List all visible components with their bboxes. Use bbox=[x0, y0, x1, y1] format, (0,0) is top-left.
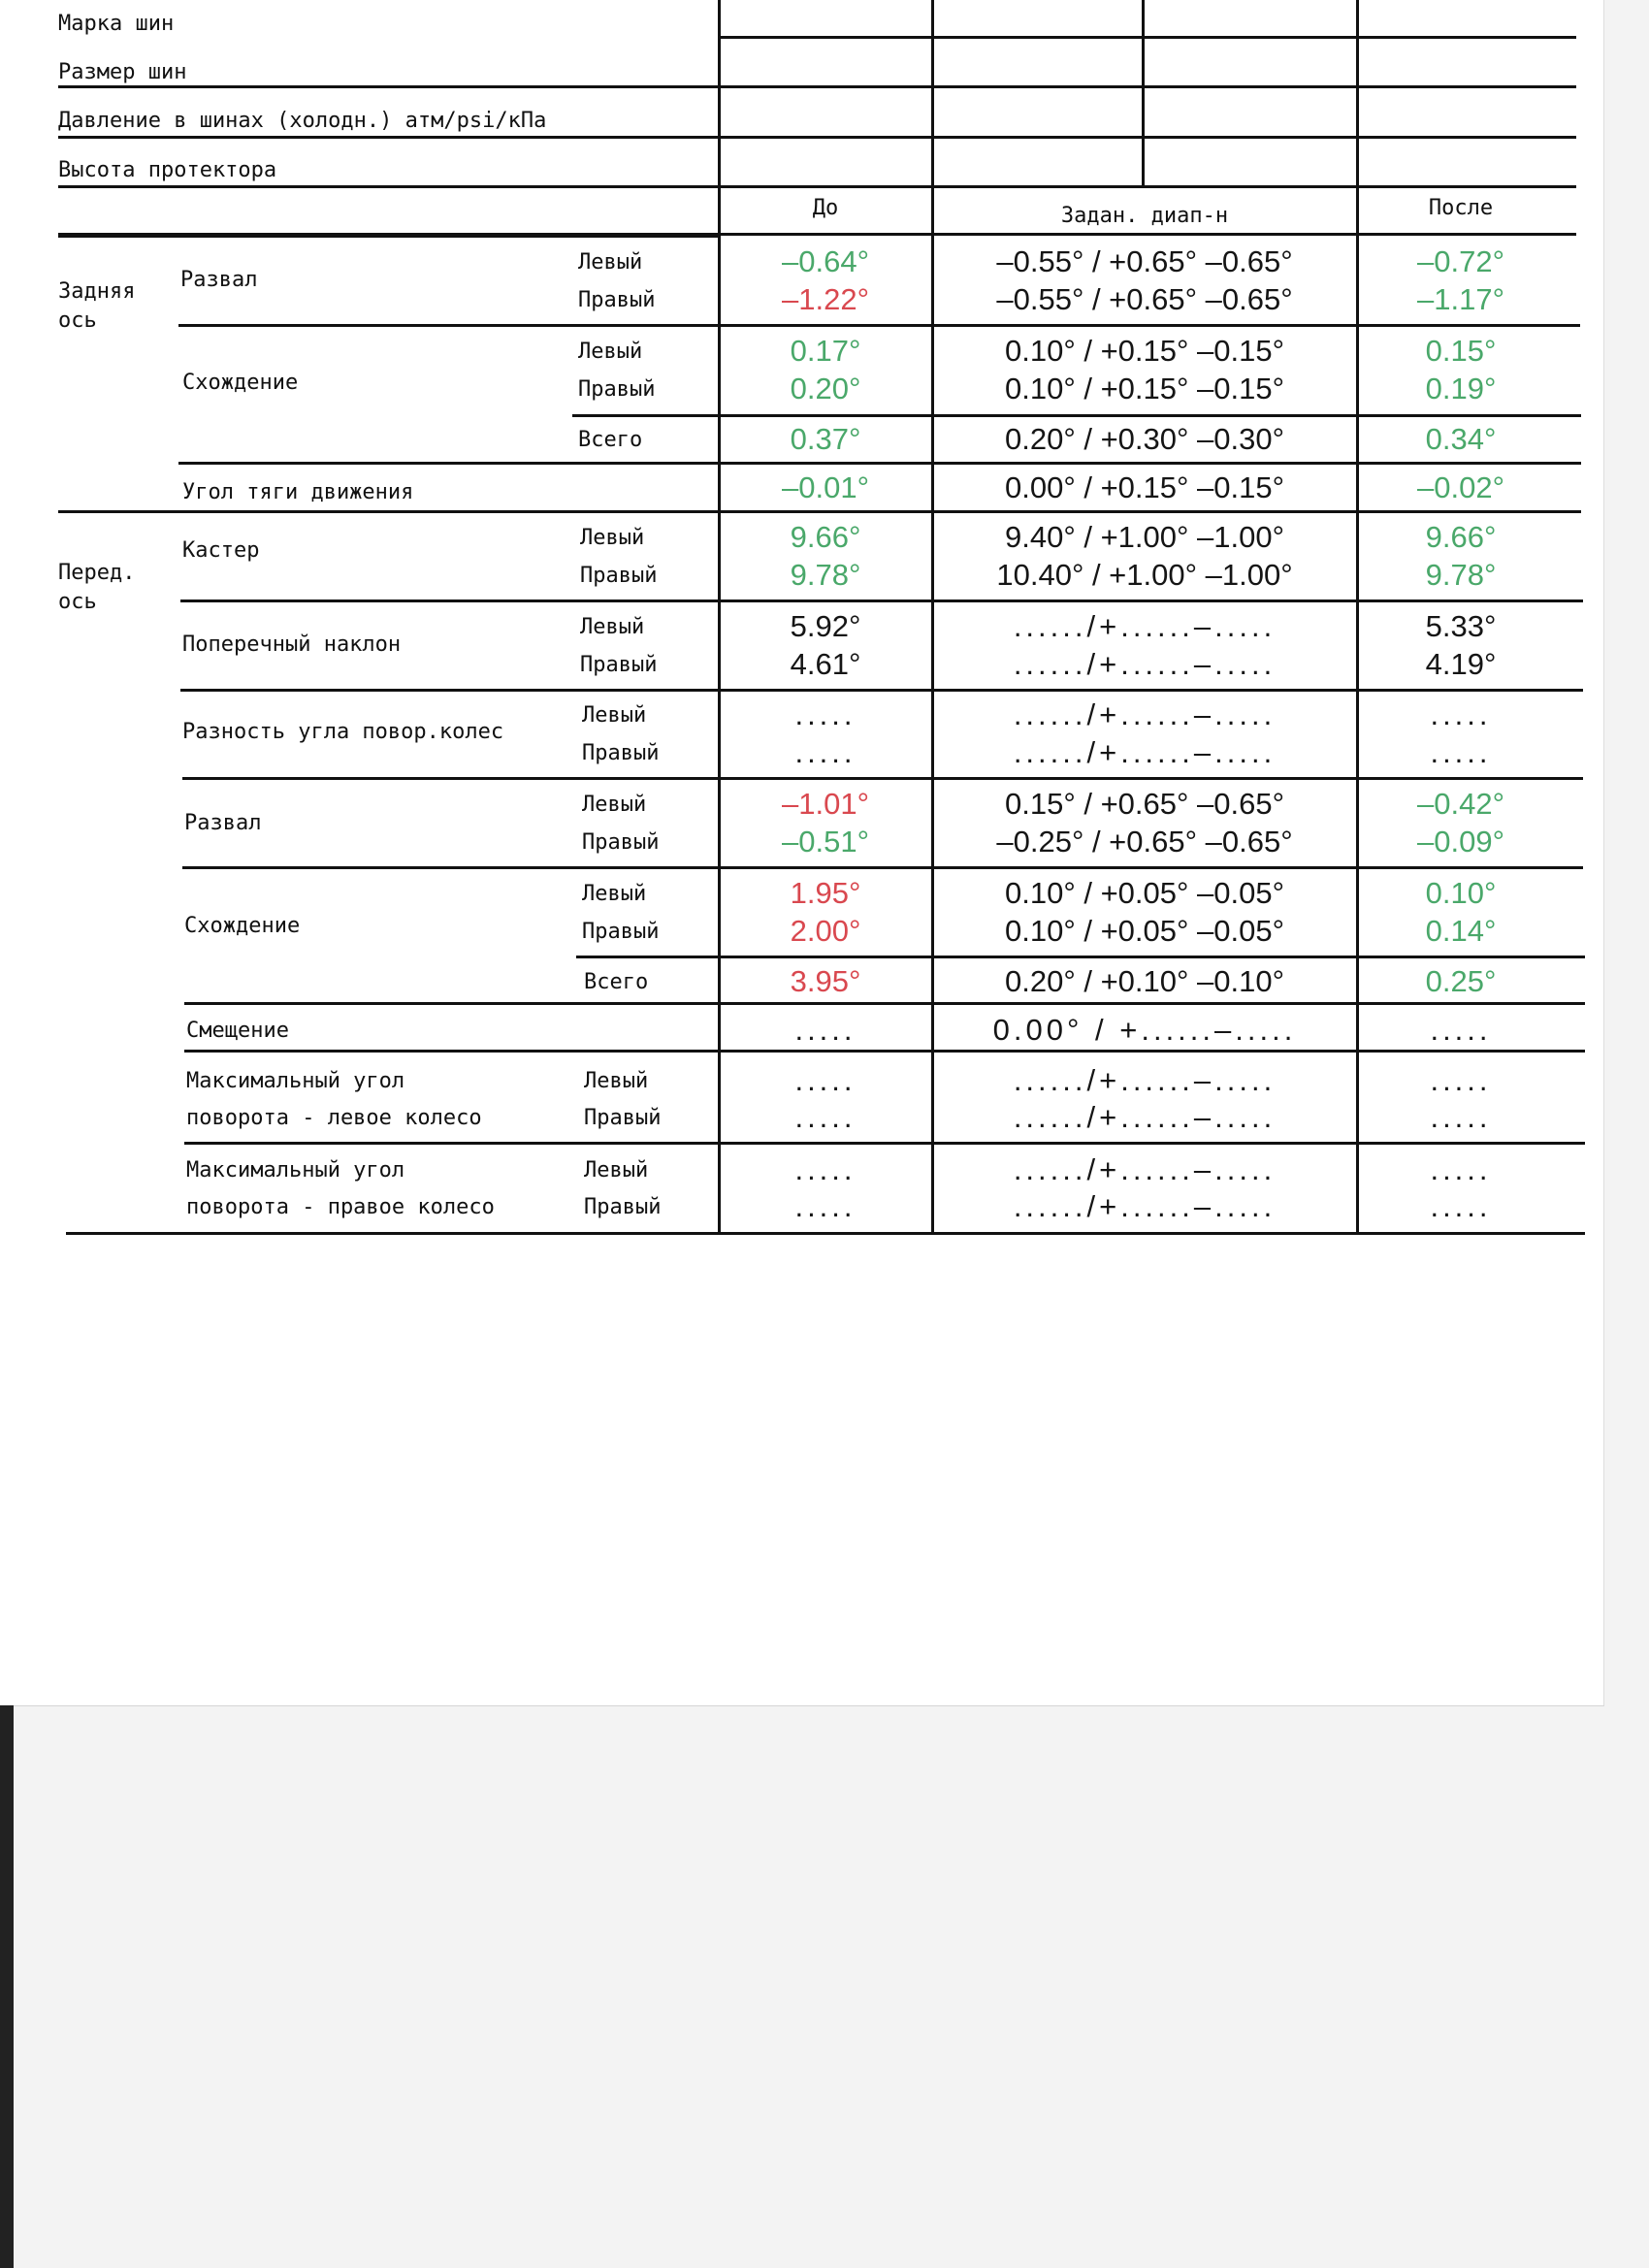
row-after-value: ..... bbox=[1430, 1100, 1492, 1134]
row-range-value: 0.10° / +0.15° –0.15° bbox=[1005, 372, 1284, 405]
divider-line bbox=[178, 462, 1581, 465]
row-range-value: 0.10° / +0.05° –0.05° bbox=[1005, 914, 1284, 948]
row-range-value: –0.55° / +0.65° –0.65° bbox=[996, 282, 1293, 316]
tire-brand-label: Марка шин bbox=[58, 12, 175, 36]
row-before-value: 0.37° bbox=[790, 422, 861, 456]
divider-line bbox=[58, 510, 1581, 513]
header-after: После bbox=[1428, 196, 1494, 220]
divider-line bbox=[58, 136, 1576, 139]
side-left-label: Левый bbox=[582, 793, 647, 817]
divider-line bbox=[66, 1232, 1585, 1235]
column-divider bbox=[931, 0, 934, 1232]
row-after-value: ..... bbox=[1430, 1063, 1492, 1097]
side-right-label: Правый bbox=[578, 288, 656, 312]
side-right-label: Правый bbox=[580, 653, 658, 677]
row-before-value: –0.01° bbox=[782, 470, 869, 504]
rear-axle-label: Задняя ось bbox=[58, 279, 136, 333]
row-range-value: 0.10° / +0.05° –0.05° bbox=[1005, 876, 1284, 910]
side-left-label: Левый bbox=[582, 882, 647, 906]
row-after-value: ..... bbox=[1430, 697, 1492, 731]
row-after-value: –0.02° bbox=[1417, 470, 1504, 504]
column-divider bbox=[1142, 0, 1145, 185]
rear-camber-label: Развал bbox=[180, 268, 258, 292]
side-right-label: Правый bbox=[582, 830, 660, 855]
front-axle-label: Перед. ось bbox=[58, 561, 136, 614]
tire-size-label: Размер шин bbox=[58, 60, 187, 84]
row-before-value: 0.17° bbox=[790, 334, 861, 368]
max-turn-right-label-line2: поворота - правое колесо bbox=[186, 1195, 495, 1219]
row-before-value: ..... bbox=[794, 1063, 857, 1097]
side-right-label: Правый bbox=[582, 741, 660, 765]
side-total-label: Всего bbox=[584, 970, 649, 994]
divider-line bbox=[180, 599, 1583, 602]
column-divider bbox=[1356, 0, 1359, 1232]
row-before-value: 0.20° bbox=[790, 372, 861, 405]
row-before-value: 9.66° bbox=[790, 520, 861, 554]
row-before-value: ..... bbox=[794, 1189, 857, 1223]
row-after-value: 9.78° bbox=[1425, 558, 1497, 592]
header-range: Задан. диап-н bbox=[1060, 204, 1229, 228]
divider-line bbox=[178, 324, 1580, 327]
side-right-label: Правый bbox=[578, 377, 656, 402]
divider-line bbox=[182, 866, 1583, 869]
row-before-value: ..... bbox=[794, 1152, 857, 1186]
row-before-value: ..... bbox=[794, 1100, 857, 1134]
tire-pressure-label: Давление в шинах (холодн.) атм/psi/кПа bbox=[58, 109, 547, 133]
row-before-value: 4.61° bbox=[790, 647, 861, 681]
row-after-value: –0.42° bbox=[1417, 787, 1504, 821]
row-range-value: ....../+......–..... bbox=[1013, 1152, 1277, 1186]
row-range-value: ....../+......–..... bbox=[1013, 647, 1277, 681]
side-right-label: Правый bbox=[584, 1106, 662, 1130]
side-left-label: Левый bbox=[580, 615, 645, 639]
front-toe-label: Схождение bbox=[184, 914, 301, 938]
row-before-value: 2.00° bbox=[790, 914, 861, 948]
row-range-value: 0.20° / +0.30° –0.30° bbox=[1005, 422, 1284, 456]
scan-edge bbox=[0, 1705, 14, 2268]
kpi-label: Поперечный наклон bbox=[182, 632, 402, 657]
row-range-value: 10.40° / +1.00° –1.00° bbox=[996, 558, 1293, 592]
row-before-value: ..... bbox=[794, 1013, 857, 1047]
divider-line bbox=[576, 956, 1585, 958]
row-before-value: –1.01° bbox=[782, 787, 869, 821]
row-after-value: –1.17° bbox=[1417, 282, 1504, 316]
row-before-value: ..... bbox=[794, 735, 857, 769]
row-before-value: –0.64° bbox=[782, 244, 869, 278]
row-range-value: ....../+......–..... bbox=[1013, 1100, 1277, 1134]
row-range-value: ....../+......–..... bbox=[1013, 697, 1277, 731]
row-after-value: 9.66° bbox=[1425, 520, 1497, 554]
max-turn-right-label-line1: Максимальный угол bbox=[186, 1158, 405, 1183]
row-after-value: –0.72° bbox=[1417, 244, 1504, 278]
row-range-value: ....../+......–..... bbox=[1013, 1189, 1277, 1223]
row-range-value: 0.00° / +0.15° –0.15° bbox=[1005, 470, 1284, 504]
row-range-value: 0.10° / +0.15° –0.15° bbox=[1005, 334, 1284, 368]
side-right-label: Правый bbox=[580, 564, 658, 588]
row-before-value: –0.51° bbox=[782, 825, 869, 859]
row-range-value: 0.15° / +0.65° –0.65° bbox=[1005, 787, 1284, 821]
max-turn-left-label-line1: Максимальный угол bbox=[186, 1069, 405, 1093]
row-before-value: –1.22° bbox=[782, 282, 869, 316]
rear-toe-label: Схождение bbox=[182, 371, 299, 395]
row-range-value: ....../+......–..... bbox=[1013, 1063, 1277, 1097]
column-divider bbox=[718, 0, 721, 1232]
row-range-value: 9.40° / +1.00° –1.00° bbox=[1005, 520, 1284, 554]
row-before-value: 1.95° bbox=[790, 876, 861, 910]
row-range-value: ....../+......–..... bbox=[1013, 735, 1277, 769]
divider-line bbox=[182, 777, 1583, 780]
side-right-label: Правый bbox=[584, 1195, 662, 1219]
toe-out-turn-label: Разность угла повор.колес bbox=[182, 720, 504, 744]
divider-line bbox=[184, 1050, 1585, 1053]
row-range-value: –0.25° / +0.65° –0.65° bbox=[996, 825, 1293, 859]
row-after-value: ..... bbox=[1430, 1189, 1492, 1223]
side-left-label: Левый bbox=[578, 340, 643, 364]
row-after-value: ..... bbox=[1430, 1152, 1492, 1186]
row-after-value: 0.19° bbox=[1425, 372, 1497, 405]
divider-line bbox=[718, 36, 1576, 39]
side-total-label: Всего bbox=[578, 428, 643, 452]
side-left-label: Левый bbox=[580, 526, 645, 550]
side-left-label: Левый bbox=[578, 250, 643, 275]
row-before-value: 3.95° bbox=[790, 964, 861, 998]
row-after-value: ..... bbox=[1430, 1013, 1492, 1047]
row-after-value: 0.15° bbox=[1425, 334, 1497, 368]
row-after-value: 0.10° bbox=[1425, 876, 1497, 910]
divider-line bbox=[180, 689, 1583, 692]
row-before-value: 5.92° bbox=[790, 609, 861, 643]
row-range-value: 0.00° / +......–..... bbox=[992, 1013, 1297, 1047]
tread-height-label: Высота протектора bbox=[58, 158, 277, 182]
row-after-value: 0.25° bbox=[1425, 964, 1497, 998]
row-range-value: ....../+......–..... bbox=[1013, 609, 1277, 643]
row-after-value: 0.14° bbox=[1425, 914, 1497, 948]
row-after-value: –0.09° bbox=[1417, 825, 1504, 859]
row-after-value: 5.33° bbox=[1425, 609, 1497, 643]
divider-line bbox=[58, 185, 1576, 188]
max-turn-left-label-line2: поворота - левое колесо bbox=[186, 1106, 482, 1130]
side-left-label: Левый bbox=[582, 703, 647, 728]
row-range-value: 0.20° / +0.10° –0.10° bbox=[1005, 964, 1284, 998]
row-before-value: 9.78° bbox=[790, 558, 861, 592]
row-before-value: ..... bbox=[794, 697, 857, 731]
divider-line bbox=[184, 1002, 1585, 1005]
row-after-value: 0.34° bbox=[1425, 422, 1497, 456]
setback-label: Смещение bbox=[186, 1019, 289, 1043]
row-after-value: ..... bbox=[1430, 735, 1492, 769]
divider-line bbox=[58, 85, 1576, 88]
thrust-angle-label: Угол тяги движения bbox=[182, 480, 414, 504]
row-after-value: 4.19° bbox=[1425, 647, 1497, 681]
divider-line bbox=[572, 414, 1581, 417]
header-before: До bbox=[812, 196, 839, 220]
side-left-label: Левый bbox=[584, 1158, 649, 1183]
divider-line bbox=[58, 235, 718, 238]
side-right-label: Правый bbox=[582, 920, 660, 944]
row-range-value: –0.55° / +0.65° –0.65° bbox=[996, 244, 1293, 278]
side-left-label: Левый bbox=[584, 1069, 649, 1093]
caster-label: Кастер bbox=[182, 538, 260, 563]
divider-line bbox=[184, 1142, 1585, 1145]
front-camber-label: Развал bbox=[184, 811, 262, 835]
